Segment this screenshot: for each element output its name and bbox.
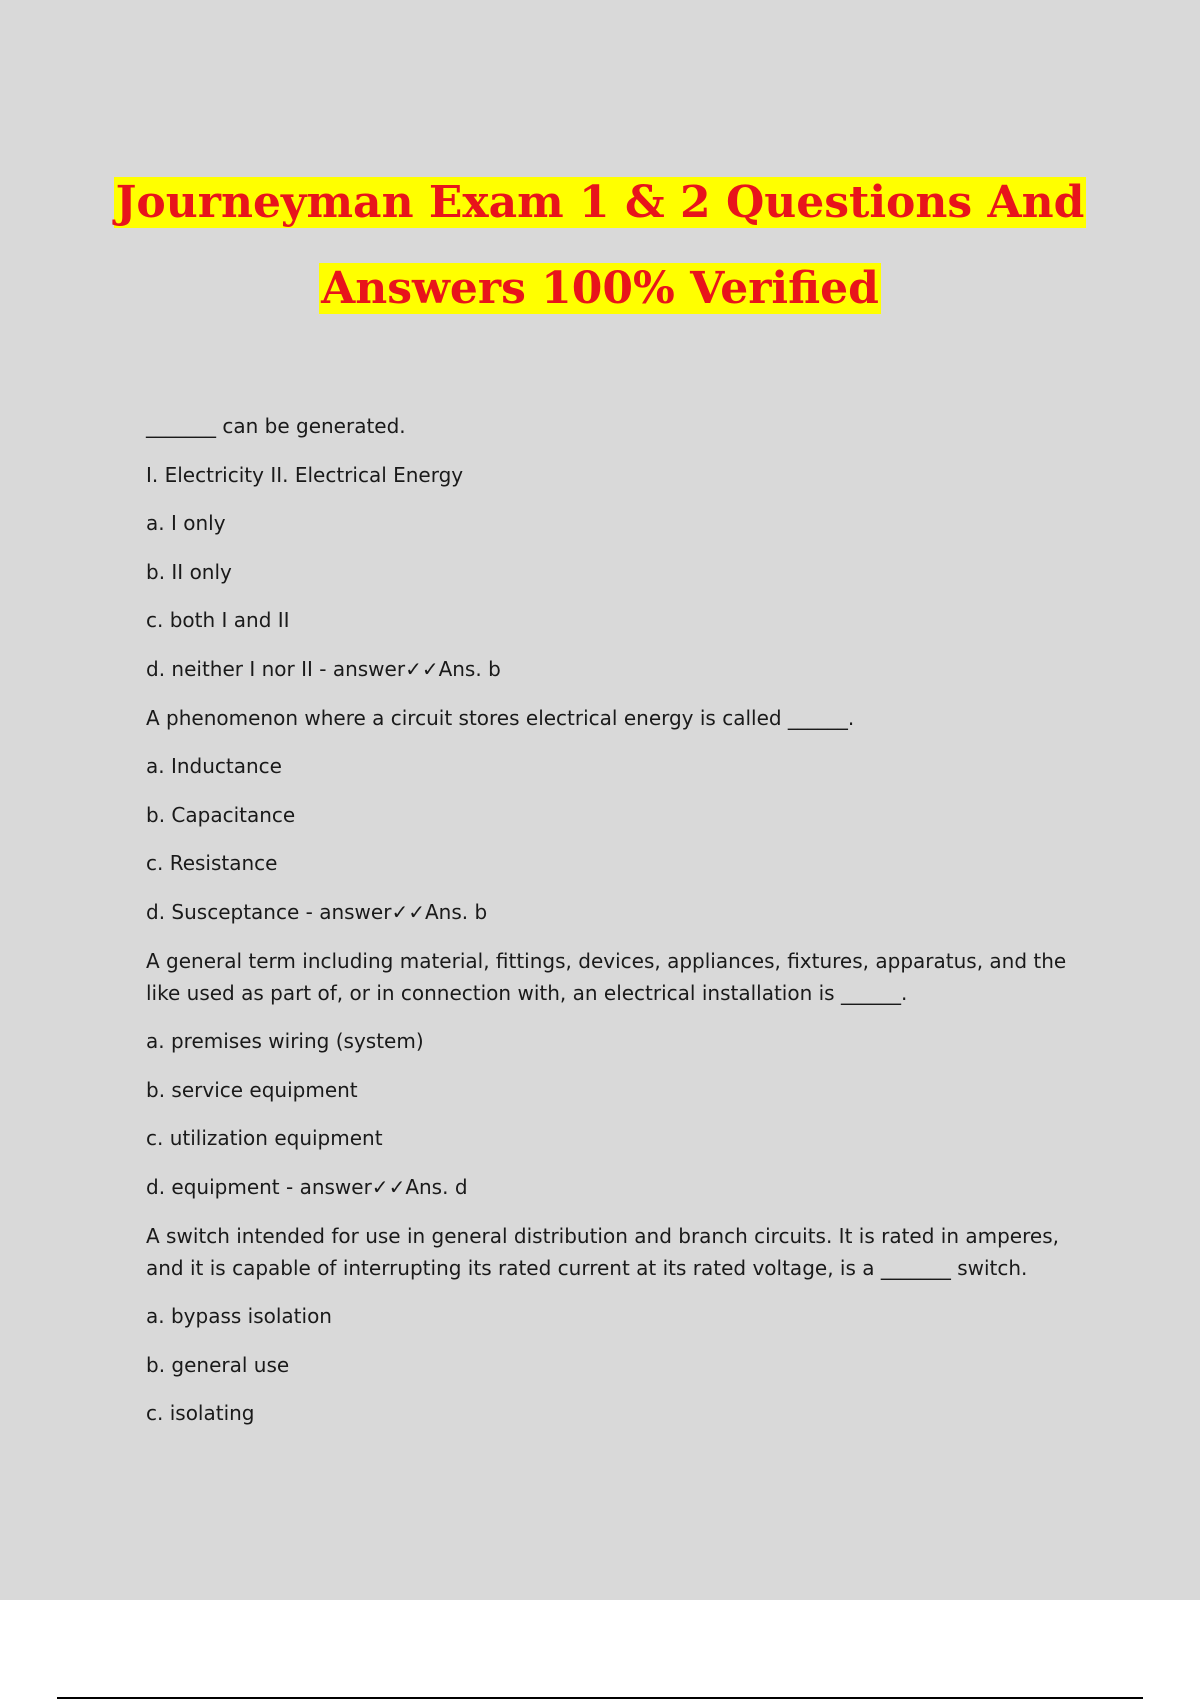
- document-body: [146, 410, 1086, 1446]
- question-4-option-b: b. general use: [146, 1352, 290, 1377]
- title-line-2: Answers 100% Verified: [321, 263, 879, 314]
- question-1-option-c: c. both I and II: [146, 608, 290, 633]
- document-title: [0, 160, 1200, 332]
- question-3-option-a: a. premises wiring (system): [146, 1029, 424, 1054]
- question-2-option-a: a. Inductance: [146, 754, 282, 779]
- question-1-option-d-answer: d. neither I nor II - answer✓✓Ans. b: [146, 656, 501, 681]
- question-2-text: A phenomenon where a circuit stores electrical energy is called ______.: [146, 705, 855, 730]
- title-line-1: Journeyman Exam 1 & 2 Questions And: [115, 177, 1085, 228]
- question-2-option-c: c. Resistance: [146, 851, 278, 876]
- footer-divider: [57, 1697, 1143, 1699]
- question-3-option-d-answer: d. equipment - answer✓✓Ans. d: [146, 1174, 468, 1199]
- question-1-option-b: b. II only: [146, 559, 232, 584]
- question-3-text: A general term including material, fittings, devices, appliances, fixtures, apparatus, and the like used as part of, or in connection with, an electrical installation is ______.: [146, 948, 1067, 1005]
- question-2-option-d-answer: d. Susceptance - answer✓✓Ans. b: [146, 899, 488, 924]
- question-4-option-c: c. isolating: [146, 1401, 255, 1426]
- question-1-option-a: a. I only: [146, 511, 226, 536]
- question-3-option-c: c. utilization equipment: [146, 1126, 383, 1151]
- question-2-option-b: b. Capacitance: [146, 802, 296, 827]
- question-4-option-a: a. bypass isolation: [146, 1304, 332, 1329]
- question-1-text: _______ can be generated.: [146, 414, 406, 438]
- question-3-option-b: b. service equipment: [146, 1077, 358, 1102]
- question-1-statements: I. Electricity II. Electrical Energy: [146, 462, 464, 487]
- question-4-text: A switch intended for use in general distribution and branch circuits. It is rated in amperes, and it is capable of interrupting its rated current at its rated voltage, is a _______ switch.: [146, 1223, 1059, 1280]
